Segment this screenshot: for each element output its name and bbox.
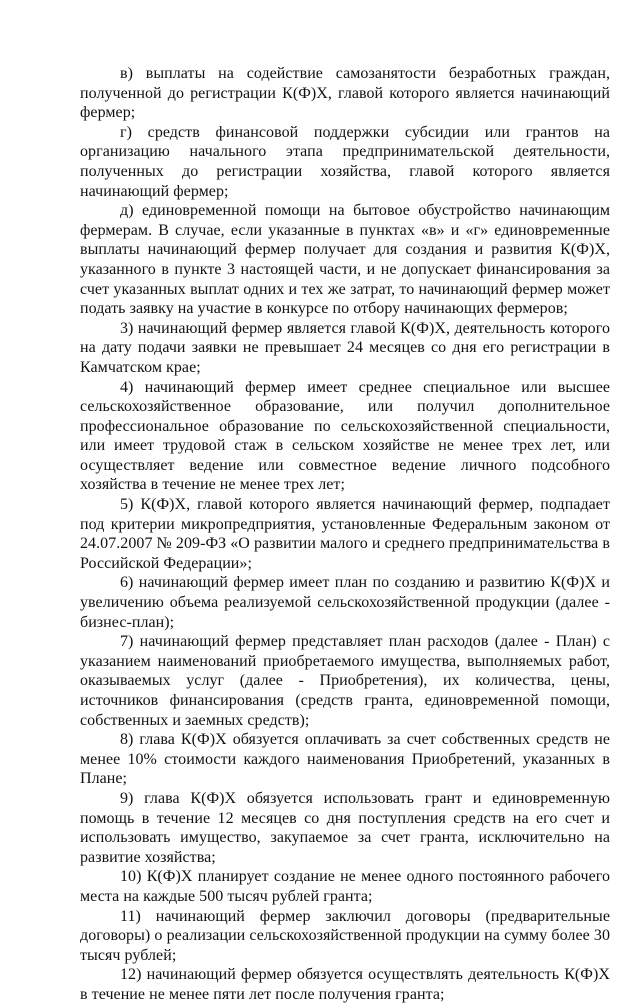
paragraph-5: 5) К(Ф)Х, главой которого является начинающий фермер, подпадает под критерии микропредприятия, установленные Федеральным законом от 24.07.2007 № 209-ФЗ «О развитии малого и среднего предпринимательства в Российской Федерации»; <box>80 496 610 572</box>
paragraph-g: г) средств финансовой поддержки субсидии или грантов на организацию начального этапа предпринимательской деятельности, полученных до регистрации хозяйства, главой которого является начинающий фермер; <box>80 123 610 200</box>
paragraph-8: 8) глава К(Ф)Х обязуется оплачивать за счет собственных средств не менее 10% стоимости каждого наименования Приобретений, указанных в Плане; <box>80 731 610 788</box>
paragraph-7: 7) начинающий фермер представляет план расходов (далее - План) с указанием наименований приобретаемого имущества, выполняемых работ, оказываемых услуг (далее - Приобретения), их количества, цены, источников финансирования (средств гранта, единовременной помощи, собственных и заемных средств); <box>80 633 610 729</box>
paragraph-d: д) единовременной помощи на бытовое обустройство начинающим фермерам. В случае, если указанные в пунктах «в» и «г» единовременные выплаты начинающий фермер получает для создания и развития К(Ф)Х, указанного в пункте 3 настоящей части, и не допускает финансирования за счет указанных выплат одних и тех же затрат, то начинающий фермер может подать заявку на участие в конкурсе по отбору начинающих фермеров; <box>80 202 610 318</box>
paragraph-6: 6) начинающий фермер имеет план по созданию и развитию К(Ф)Х и увеличению объема реализуемой сельскохозяйственной продукции (далее - бизнес-план); <box>80 574 610 631</box>
paragraph-12: 12) начинающий фермер обязуется осуществлять деятельность К(Ф)Х в течение не менее пяти лет после получения гранта; <box>80 966 610 1003</box>
paragraph-3: 3) начинающий фермер является главой К(Ф)Х, деятельность которого на дату подачи заявки не превышает 24 месяцев со дня его регистрации в Камчатском крае; <box>80 319 610 376</box>
paragraph-4: 4) начинающий фермер имеет среднее специальное или высшее сельскохозяйственное образование, или получил дополнительное профессиональное образование по сельскохозяйственной специальности, или имеет трудовой стаж в сельском хозяйстве не менее трех лет, или осуществляет ведение или совместное ведение личного подсобного хозяйства в течение не менее трех лет; <box>80 378 610 494</box>
paragraph-10: 10) К(Ф)Х планирует создание не менее одного постоянного рабочего места на каждые 500 тысяч рублей гранта; <box>80 868 610 905</box>
paragraph-v: в) выплаты на содействие самозанятости безработных граждан, полученной до регистрации К(Ф)Х, главой которого является начинающий фермер; <box>80 65 610 122</box>
paragraph-9: 9) глава К(Ф)Х обязуется использовать грант и единовременную помощь в течение 12 месяцев со дня поступления средств на его счет и использовать имущество, закупаемое за счет гранта, исключительно на развитие хозяйства; <box>80 789 610 866</box>
paragraph-11: 11) начинающий фермер заключил договоры (предварительные договоры) о реализации сельскохозяйственной продукции на сумму более 30 тысяч рублей; <box>80 907 610 964</box>
